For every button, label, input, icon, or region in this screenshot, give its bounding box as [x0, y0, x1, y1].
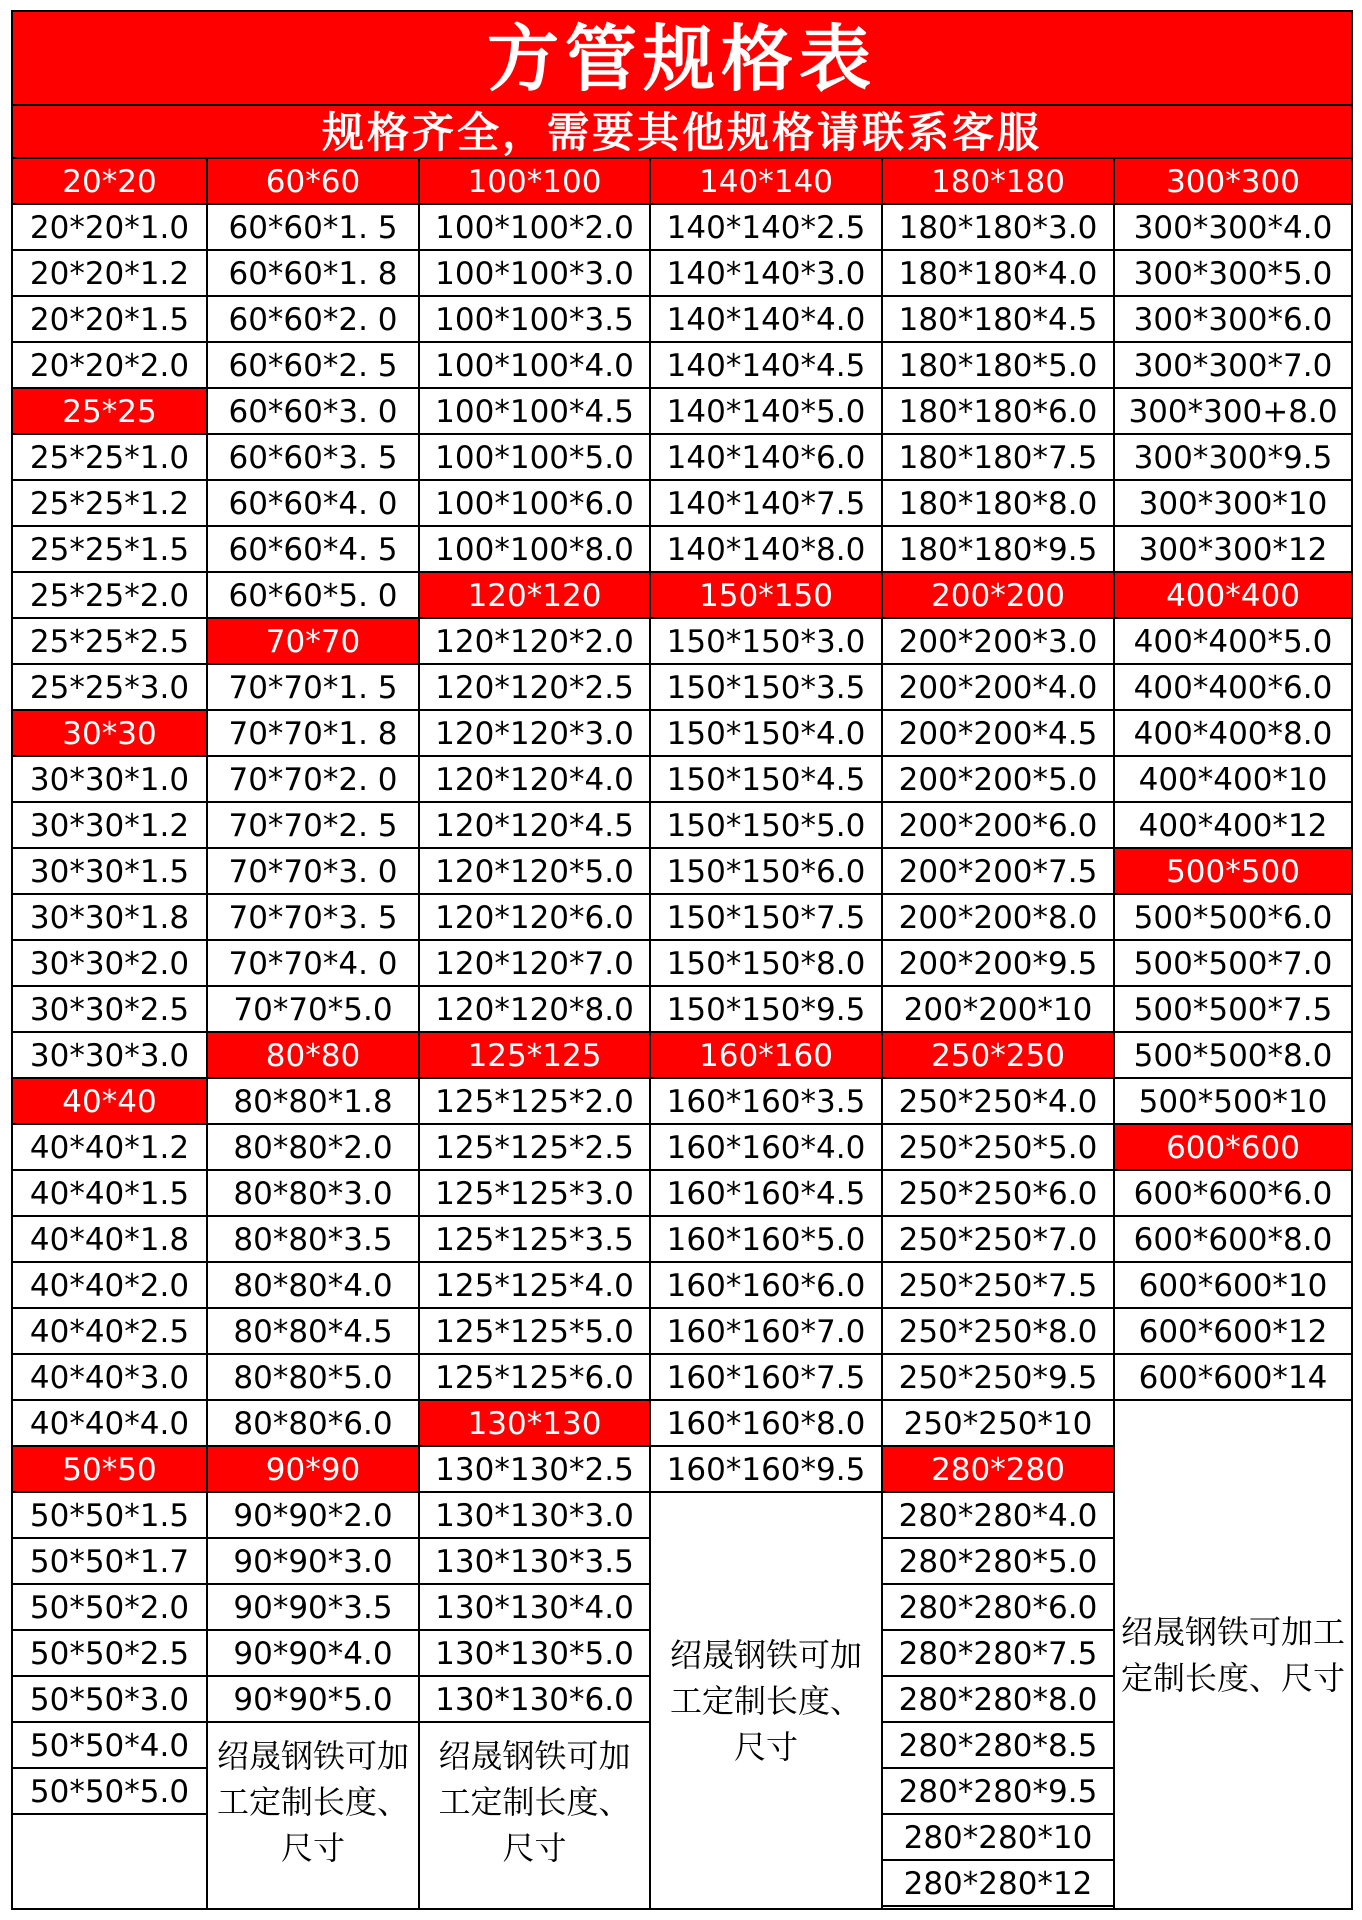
- spec-cell: 600*600*6.0: [1115, 1171, 1351, 1217]
- spec-cell: 80*80*4.5: [208, 1309, 418, 1355]
- size-group-header: 40*40: [13, 1079, 206, 1125]
- spec-cell: 130*130*3.0: [420, 1493, 649, 1539]
- size-group-header: 160*160: [651, 1033, 881, 1079]
- spec-cell: 280*280*8.5: [883, 1723, 1113, 1769]
- spec-cell: 50*50*1.5: [13, 1493, 206, 1539]
- size-group-header: 500*500: [1115, 849, 1351, 895]
- spec-cell: 100*100*4.5: [420, 389, 649, 435]
- spec-cell: 150*150*4.0: [651, 711, 881, 757]
- spec-cell: 300*300*7.0: [1115, 343, 1351, 389]
- spec-cell: 30*30*1.0: [13, 757, 206, 803]
- spec-cell: 25*25*2.5: [13, 619, 206, 665]
- spec-cell: 120*120*2.0: [420, 619, 649, 665]
- spec-cell: 500*500*7.0: [1115, 941, 1351, 987]
- spec-cell: 280*280*7.5: [883, 1631, 1113, 1677]
- spec-cell: 280*280*9.5: [883, 1769, 1113, 1815]
- spec-cell: 280*280*10: [883, 1815, 1113, 1861]
- size-group-header: 130*130: [420, 1401, 649, 1447]
- spec-cell: 50*50*2.5: [13, 1631, 206, 1677]
- spec-cell: 500*500*6.0: [1115, 895, 1351, 941]
- spec-cell: 160*160*3.5: [651, 1079, 881, 1125]
- spec-cell: 500*500*7.5: [1115, 987, 1351, 1033]
- size-group-header: 80*80: [208, 1033, 418, 1079]
- spec-cell: 100*100*4.0: [420, 343, 649, 389]
- spec-cell: 70*70*3. 5: [208, 895, 418, 941]
- spec-cell: 150*150*8.0: [651, 941, 881, 987]
- spec-cell: 300*300*9.5: [1115, 435, 1351, 481]
- page-subtitle: 规格齐全，需要其他规格请联系客服: [13, 106, 1351, 159]
- spec-cell: 300*300*5.0: [1115, 251, 1351, 297]
- spec-cell: 180*180*7.5: [883, 435, 1113, 481]
- spec-cell: 40*40*2.0: [13, 1263, 206, 1309]
- spec-cell: 80*80*6.0: [208, 1401, 418, 1447]
- spec-cell: 90*90*2.0: [208, 1493, 418, 1539]
- spec-cell: 150*150*3.0: [651, 619, 881, 665]
- spec-cell: 250*250*7.0: [883, 1217, 1113, 1263]
- spec-cell: 140*140*2.5: [651, 205, 881, 251]
- spec-cell: 120*120*4.0: [420, 757, 649, 803]
- spec-cell: 150*150*6.0: [651, 849, 881, 895]
- size-group-header: 20*20: [13, 159, 206, 205]
- spec-cell: 80*80*3.0: [208, 1171, 418, 1217]
- spec-cell: 400*400*12: [1115, 803, 1351, 849]
- size-group-header: 300*300: [1115, 159, 1351, 205]
- size-group-header: 600*600: [1115, 1125, 1351, 1171]
- spec-cell: 200*200*4.5: [883, 711, 1113, 757]
- size-group-header: 400*400: [1115, 573, 1351, 619]
- size-group-header: 90*90: [208, 1447, 418, 1493]
- spec-cell: 160*160*9.5: [651, 1447, 881, 1493]
- spec-cell: 20*20*1.0: [13, 205, 206, 251]
- spec-cell: 60*60*2. 0: [208, 297, 418, 343]
- spec-cell: 25*25*1.2: [13, 481, 206, 527]
- spec-cell: 180*180*4.5: [883, 297, 1113, 343]
- spec-cell: 250*250*6.0: [883, 1171, 1113, 1217]
- spec-cell: 70*70*1. 5: [208, 665, 418, 711]
- empty-cell: [13, 1815, 206, 1908]
- spec-cell: 125*125*2.0: [420, 1079, 649, 1125]
- page-title: 方管规格表: [13, 12, 1351, 106]
- spec-cell: 125*125*6.0: [420, 1355, 649, 1401]
- spec-cell: 200*200*3.0: [883, 619, 1113, 665]
- spec-cell: 25*25*3.0: [13, 665, 206, 711]
- spec-cell: 160*160*4.0: [651, 1125, 881, 1171]
- spec-cell: 120*120*4.5: [420, 803, 649, 849]
- spec-cell: 30*30*1.2: [13, 803, 206, 849]
- spec-cell: 250*250*7.5: [883, 1263, 1113, 1309]
- spec-cell: 280*280*6.0: [883, 1585, 1113, 1631]
- size-group-header: 50*50: [13, 1447, 206, 1493]
- size-group-header: 30*30: [13, 711, 206, 757]
- spec-cell: 120*120*2.5: [420, 665, 649, 711]
- spec-cell: 50*50*4.0: [13, 1723, 206, 1769]
- spec-cell: 300*300*10: [1115, 481, 1351, 527]
- spec-cell: 600*600*8.0: [1115, 1217, 1351, 1263]
- spec-cell: 60*60*3. 5: [208, 435, 418, 481]
- spec-cell: 100*100*3.0: [420, 251, 649, 297]
- spec-cell: 30*30*3.0: [13, 1033, 206, 1079]
- spec-column-6: [1113, 159, 1351, 1908]
- size-group-header: 150*150: [651, 573, 881, 619]
- spec-cell: 25*25*1.0: [13, 435, 206, 481]
- size-group-header: 180*180: [883, 159, 1113, 205]
- custom-processing-note: 绍晟钢铁可加工定制长度、尺寸: [669, 1635, 862, 1766]
- spec-cell: 130*130*6.0: [420, 1677, 649, 1723]
- spec-cell: 150*150*3.5: [651, 665, 881, 711]
- spec-cell: 300*300+8.0: [1115, 389, 1351, 435]
- spec-cell: 200*200*8.0: [883, 895, 1113, 941]
- spec-cell: 180*180*4.0: [883, 251, 1113, 297]
- spec-cell: 150*150*4.5: [651, 757, 881, 803]
- spec-cell: 20*20*2.0: [13, 343, 206, 389]
- spec-cell: 60*60*5. 0: [208, 573, 418, 619]
- spec-cell: 90*90*3.0: [208, 1539, 418, 1585]
- size-group-header: 200*200: [883, 573, 1113, 619]
- spec-cell: 40*40*3.0: [13, 1355, 206, 1401]
- size-group-header: 250*250: [883, 1033, 1113, 1079]
- spec-cell: 120*120*3.0: [420, 711, 649, 757]
- spec-cell: 120*120*5.0: [420, 849, 649, 895]
- spec-cell: 30*30*2.0: [13, 941, 206, 987]
- spec-cell: 70*70*1. 8: [208, 711, 418, 757]
- spec-cell: 70*70*2. 0: [208, 757, 418, 803]
- spec-cell: 50*50*2.0: [13, 1585, 206, 1631]
- spec-cell: 180*180*5.0: [883, 343, 1113, 389]
- spec-cell: 80*80*4.0: [208, 1263, 418, 1309]
- spec-cell: 80*80*5.0: [208, 1355, 418, 1401]
- spec-cell: 280*280*12: [883, 1861, 1113, 1907]
- spec-cell: 160*160*7.5: [651, 1355, 881, 1401]
- spec-cell: 80*80*2.0: [208, 1125, 418, 1171]
- spec-cell: 200*200*5.0: [883, 757, 1113, 803]
- spec-cell: 150*150*9.5: [651, 987, 881, 1033]
- spec-column-3: [418, 159, 649, 1908]
- spec-column-1: [13, 159, 206, 1908]
- spec-cell: 140*140*8.0: [651, 527, 881, 573]
- spec-cell: 250*250*8.0: [883, 1309, 1113, 1355]
- spec-cell: 250*250*4.0: [883, 1079, 1113, 1125]
- spec-cell: 125*125*4.0: [420, 1263, 649, 1309]
- spec-cell: 400*400*8.0: [1115, 711, 1351, 757]
- spec-cell: 200*200*9.5: [883, 941, 1113, 987]
- spec-cell: 500*500*8.0: [1115, 1033, 1351, 1079]
- spec-cell: 100*100*5.0: [420, 435, 649, 481]
- spec-cell: 160*160*7.0: [651, 1309, 881, 1355]
- spec-cell: 140*140*3.0: [651, 251, 881, 297]
- spec-cell: 600*600*12: [1115, 1309, 1351, 1355]
- spec-cell: 140*140*4.0: [651, 297, 881, 343]
- spec-cell: 50*50*5.0: [13, 1769, 206, 1815]
- spec-cell: 70*70*5.0: [208, 987, 418, 1033]
- spec-cell: 130*130*5.0: [420, 1631, 649, 1677]
- spec-cell: 90*90*3.5: [208, 1585, 418, 1631]
- spec-column-2: [206, 159, 418, 1908]
- spec-cell: 400*400*5.0: [1115, 619, 1351, 665]
- spec-cell: 20*20*1.5: [13, 297, 206, 343]
- spec-sheet: [11, 10, 1353, 1910]
- spec-cell: 280*280*4.0: [883, 1493, 1113, 1539]
- spec-cell: 60*60*2. 5: [208, 343, 418, 389]
- spec-cell: 160*160*6.0: [651, 1263, 881, 1309]
- spec-cell: 280*280*5.0: [883, 1539, 1113, 1585]
- spec-column-4: [649, 159, 881, 1908]
- custom-processing-note: 绍晟钢铁可加工定制长度、尺寸: [438, 1737, 631, 1867]
- spec-cell: 70*70*3. 0: [208, 849, 418, 895]
- spec-cell: 200*200*7.5: [883, 849, 1113, 895]
- spec-cell: 150*150*5.0: [651, 803, 881, 849]
- spec-cell: 120*120*8.0: [420, 987, 649, 1033]
- empty-cell: [883, 1907, 1113, 1908]
- spec-cell: 70*70*4. 0: [208, 941, 418, 987]
- spec-cell: 80*80*1.8: [208, 1079, 418, 1125]
- spec-cell: 300*300*6.0: [1115, 297, 1351, 343]
- spec-cell: 140*140*7.5: [651, 481, 881, 527]
- spec-cell: 400*400*6.0: [1115, 665, 1351, 711]
- spec-cell: 250*250*9.5: [883, 1355, 1113, 1401]
- spec-cell: 80*80*3.5: [208, 1217, 418, 1263]
- spec-cell: 180*180*6.0: [883, 389, 1113, 435]
- spec-cell: 130*130*4.0: [420, 1585, 649, 1631]
- spec-cell: 180*180*9.5: [883, 527, 1113, 573]
- spec-cell: 140*140*5.0: [651, 389, 881, 435]
- spec-cell: 100*100*6.0: [420, 481, 649, 527]
- spec-cell: 60*60*3. 0: [208, 389, 418, 435]
- spec-cell: 25*25*1.5: [13, 527, 206, 573]
- spec-cell: 150*150*7.5: [651, 895, 881, 941]
- spec-cell: 130*130*3.5: [420, 1539, 649, 1585]
- custom-processing-note: 绍晟钢铁可加工定制长度、尺寸: [216, 1737, 409, 1867]
- spec-cell: 140*140*4.5: [651, 343, 881, 389]
- spec-cell: 100*100*3.5: [420, 297, 649, 343]
- spec-cell: 280*280*8.0: [883, 1677, 1113, 1723]
- spec-cell: 90*90*5.0: [208, 1677, 418, 1723]
- spec-cell: 125*125*3.0: [420, 1171, 649, 1217]
- custom-processing-note: 绍晟钢铁可加工定制长度、尺寸: [1120, 1612, 1345, 1697]
- spec-cell: 60*60*4. 5: [208, 527, 418, 573]
- spec-cell: 90*90*4.0: [208, 1631, 418, 1677]
- spec-cell: 125*125*2.5: [420, 1125, 649, 1171]
- spec-cell: 600*600*10: [1115, 1263, 1351, 1309]
- spec-cell: 300*300*12: [1115, 527, 1351, 573]
- spec-column-5: [881, 159, 1113, 1908]
- spec-cell: 100*100*8.0: [420, 527, 649, 573]
- spec-cell: 140*140*6.0: [651, 435, 881, 481]
- spec-cell: 200*200*10: [883, 987, 1113, 1033]
- size-group-header: 100*100: [420, 159, 649, 205]
- spec-cell: 160*160*4.5: [651, 1171, 881, 1217]
- size-group-header: 70*70: [208, 619, 418, 665]
- spec-cell: 200*200*4.0: [883, 665, 1113, 711]
- spec-cell: 40*40*2.5: [13, 1309, 206, 1355]
- spec-cell: 180*180*3.0: [883, 205, 1113, 251]
- spec-cell: 100*100*2.0: [420, 205, 649, 251]
- spec-cell: 60*60*1. 8: [208, 251, 418, 297]
- spec-cell: 120*120*6.0: [420, 895, 649, 941]
- spec-cell: 20*20*1.2: [13, 251, 206, 297]
- spec-cell: 125*125*3.5: [420, 1217, 649, 1263]
- spec-cell: 160*160*5.0: [651, 1217, 881, 1263]
- size-group-header: 60*60: [208, 159, 418, 205]
- spec-cell: 125*125*5.0: [420, 1309, 649, 1355]
- spec-cell: 130*130*2.5: [420, 1447, 649, 1493]
- spec-cell: 600*600*14: [1115, 1355, 1351, 1401]
- spec-cell: 40*40*1.5: [13, 1171, 206, 1217]
- spec-cell: 250*250*5.0: [883, 1125, 1113, 1171]
- spec-cell: 250*250*10: [883, 1401, 1113, 1447]
- spec-cell: 400*400*10: [1115, 757, 1351, 803]
- spec-cell: 300*300*4.0: [1115, 205, 1351, 251]
- spec-cell: 30*30*1.8: [13, 895, 206, 941]
- spec-cell: 50*50*1.7: [13, 1539, 206, 1585]
- spec-cell: 60*60*1. 5: [208, 205, 418, 251]
- spec-cell: 200*200*6.0: [883, 803, 1113, 849]
- size-group-header: 125*125: [420, 1033, 649, 1079]
- spec-cell: 30*30*1.5: [13, 849, 206, 895]
- size-group-header: 280*280: [883, 1447, 1113, 1493]
- spec-cell: 50*50*3.0: [13, 1677, 206, 1723]
- size-group-header: 140*140: [651, 159, 881, 205]
- spec-cell: 40*40*4.0: [13, 1401, 206, 1447]
- spec-cell: 500*500*10: [1115, 1079, 1351, 1125]
- spec-cell: 180*180*8.0: [883, 481, 1113, 527]
- size-group-header: 25*25: [13, 389, 206, 435]
- spec-cell: 160*160*8.0: [651, 1401, 881, 1447]
- spec-cell: 40*40*1.8: [13, 1217, 206, 1263]
- size-group-header: 120*120: [420, 573, 649, 619]
- spec-cell: 30*30*2.5: [13, 987, 206, 1033]
- spec-cell: 60*60*4. 0: [208, 481, 418, 527]
- spec-cell: 25*25*2.0: [13, 573, 206, 619]
- spec-cell: 70*70*2. 5: [208, 803, 418, 849]
- spec-cell: 40*40*1.2: [13, 1125, 206, 1171]
- spec-cell: 120*120*7.0: [420, 941, 649, 987]
